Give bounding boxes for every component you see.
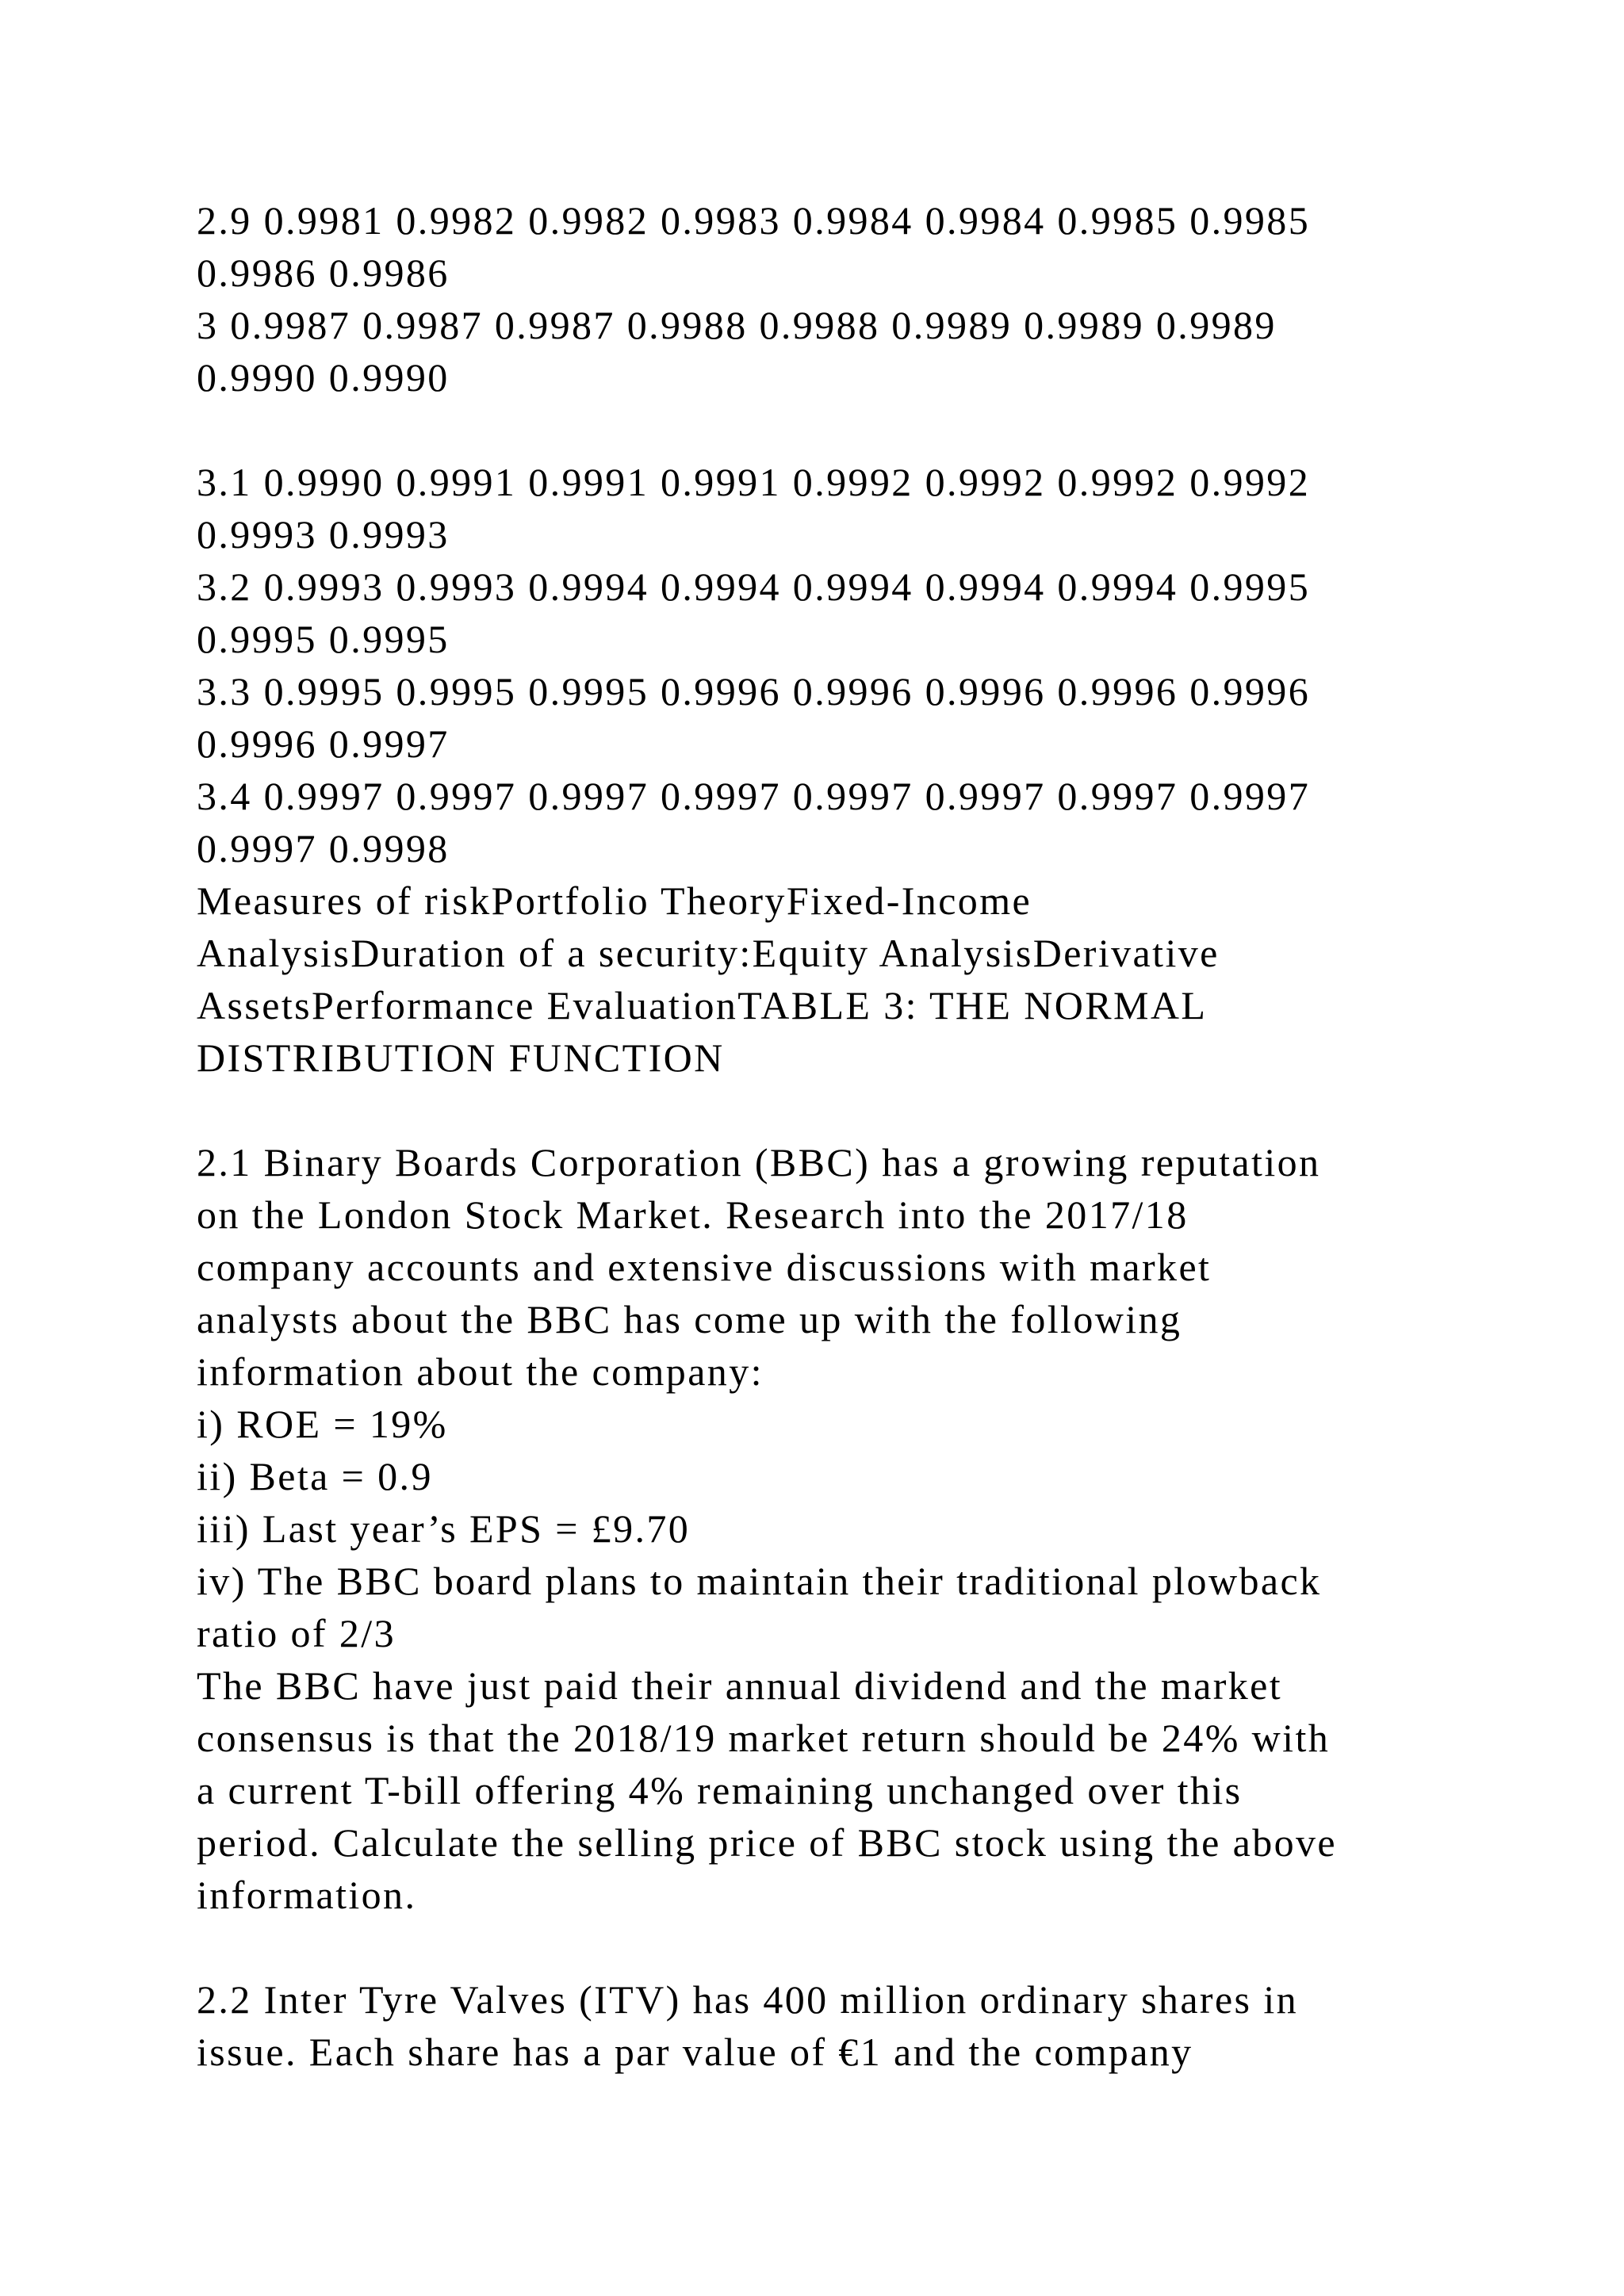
question-2-1-item-plowback: iv) The BBC board plans to maintain their traditional plowback xyxy=(197,1559,1322,1603)
table-row-3-0-line-2: 0.9990 0.9990 xyxy=(197,355,450,400)
table-row-2-9-line-2: 0.9986 0.9986 xyxy=(197,251,450,295)
table-row-2-9-line-1: 2.9 0.9981 0.9982 0.9982 0.9983 0.9984 0.9984 0.9985 0.9985 xyxy=(197,198,1311,243)
section-headings-line-3: AssetsPerformance EvaluationTABLE 3: THE NORMAL xyxy=(197,983,1208,1027)
question-2-1-item-eps: iii) Last year’s EPS = £9.70 xyxy=(197,1506,691,1551)
question-2-1-item-plowback-cont: ratio of 2/3 xyxy=(197,1611,396,1655)
table-row-3-2-line-2: 0.9995 0.9995 xyxy=(197,617,450,661)
question-2-1-intro-line-4: analysts about the BBC has come up with the following xyxy=(197,1297,1182,1341)
table-row-3-4-line-2: 0.9997 0.9998 xyxy=(197,826,450,871)
section-headings-line-4: DISTRIBUTION FUNCTION xyxy=(197,1035,725,1080)
table-row-3-1-line-1: 3.1 0.9990 0.9991 0.9991 0.9991 0.9992 0.9992 0.9992 0.9992 xyxy=(197,460,1311,504)
table-row-3-3-line-2: 0.9996 0.9997 xyxy=(197,721,450,766)
table-row-3-0-line-1: 3 0.9987 0.9987 0.9987 0.9988 0.9988 0.9989 0.9989 0.9989 xyxy=(197,303,1277,347)
blank-line xyxy=(197,404,1497,456)
section-headings-line-2: AnalysisDuration of a security:Equity AnalysisDerivative xyxy=(197,931,1220,975)
question-2-1-item-beta: ii) Beta = 0.9 xyxy=(197,1454,433,1498)
question-2-1-body-line-2: consensus is that the 2018/19 market return should be 24% with xyxy=(197,1716,1331,1760)
table-row-3-2-line-1: 3.2 0.9993 0.9993 0.9994 0.9994 0.9994 0.9994 0.9994 0.9995 xyxy=(197,564,1311,609)
question-2-1-intro-line-3: company accounts and extensive discussions with market xyxy=(197,1245,1212,1289)
question-2-1-intro-line-5: information about the company: xyxy=(197,1349,764,1394)
question-2-2-line-1: 2.2 Inter Tyre Valves (ITV) has 400 million ordinary shares in xyxy=(197,1977,1299,2022)
question-2-1-item-roe: i) ROE = 19% xyxy=(197,1402,448,1446)
section-headings-line-1: Measures of riskPortfolio TheoryFixed-Income xyxy=(197,878,1032,923)
question-2-1-body-line-5: information. xyxy=(197,1873,417,1917)
question-2-1-body-line-1: The BBC have just paid their annual dividend and the market xyxy=(197,1663,1283,1708)
question-2-2-line-2: issue. Each share has a par value of €1 and the company xyxy=(197,2030,1193,2074)
table-row-3-1-line-2: 0.9993 0.9993 xyxy=(197,512,450,557)
question-2-1-body-line-3: a current T-bill offering 4% remaining unchanged over this xyxy=(197,1768,1243,1812)
blank-line xyxy=(197,1084,1497,1136)
table-row-3-3-line-1: 3.3 0.9995 0.9995 0.9995 0.9996 0.9996 0.9996 0.9996 0.9996 xyxy=(197,669,1311,714)
blank-line xyxy=(197,1921,1497,1973)
table-row-3-4-line-1: 3.4 0.9997 0.9997 0.9997 0.9997 0.9997 0.9997 0.9997 0.9997 xyxy=(197,774,1311,818)
page-text xyxy=(197,194,1497,2078)
question-2-1-intro-line-2: on the London Stock Market. Research into the 2017/18 xyxy=(197,1192,1189,1237)
question-2-1-body-line-4: period. Calculate the selling price of BBC stock using the above xyxy=(197,1820,1338,1865)
question-2-1-intro-line-1: 2.1 Binary Boards Corporation (BBC) has a growing reputation xyxy=(197,1140,1321,1184)
